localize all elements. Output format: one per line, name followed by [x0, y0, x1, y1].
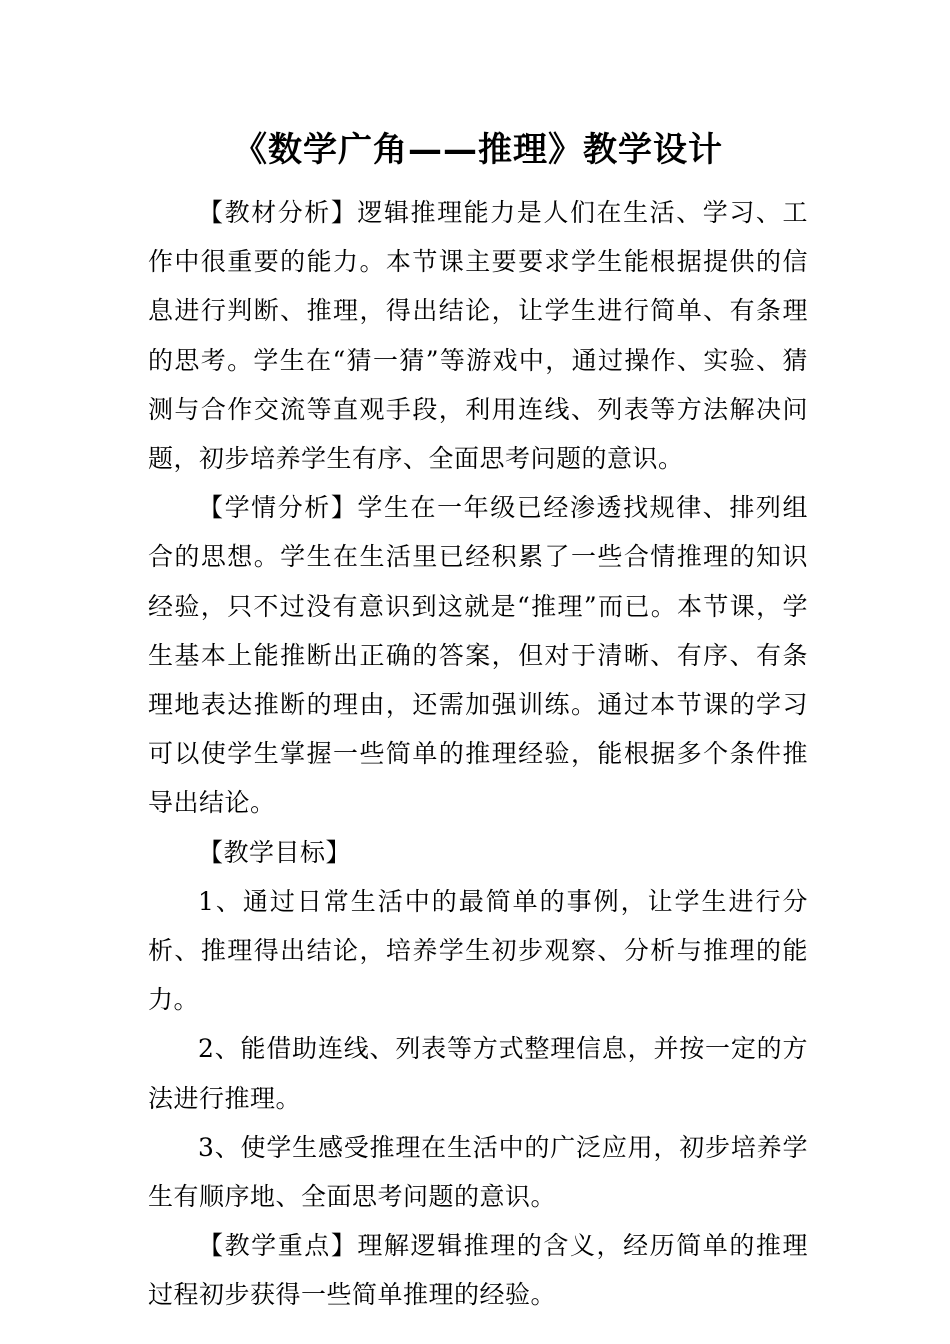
- goal-item-3: 3、使学生感受推理在生活中的广泛应用，初步培养学生有顺序地、全面思考问题的意识。: [148, 1132, 808, 1212]
- goal-item-1: 1、通过日常生活中的最简单的事例，让学生进行分析、推理得出结论，培养学生初步观察、分析与推理的能力。: [148, 886, 808, 1015]
- heading-teaching-goals: 【教学目标】: [198, 837, 352, 867]
- document-page: [148, 118, 808, 1320]
- paragraph-teaching-focus: 【教学重点】理解逻辑推理的含义，经历简单的推理过程初步获得一些简单推理的经验。: [148, 1231, 808, 1310]
- goal-item-2: 2、能借助连线、列表等方式整理信息，并按一定的方法进行推理。: [148, 1034, 808, 1113]
- paragraph-textbook-analysis: 【教材分析】逻辑推理能力是人们在生活、学习、工作中很重要的能力。本节课主要要求学生能根据提供的信息进行判断、推理，得出结论，让学生进行简单、有条理的思考。学生在“猜一猜”等游戏中，通过操作、实验、猜测与合作交流等直观手段，利用连线、列表等方法解决问题，初步培养学生有序、全面思考问题的意识。: [148, 198, 808, 474]
- document-title: 《数学广角——推理》教学设计: [233, 130, 723, 170]
- paragraph-student-analysis: 【学情分析】学生在一年级已经渗透找规律、排列组合的思想。学生在生活里已经积累了一些合情推理的知识经验，只不过没有意识到这就是“推理”而已。本节课，学生基本上能推断出正确的答案，但对于清晰、有序、有条理地表达推断的理由，还需加强训练。通过本节课的学习可以使学生掌握一些简单的推理经验，能根据多个条件推导出结论。: [148, 493, 808, 818]
